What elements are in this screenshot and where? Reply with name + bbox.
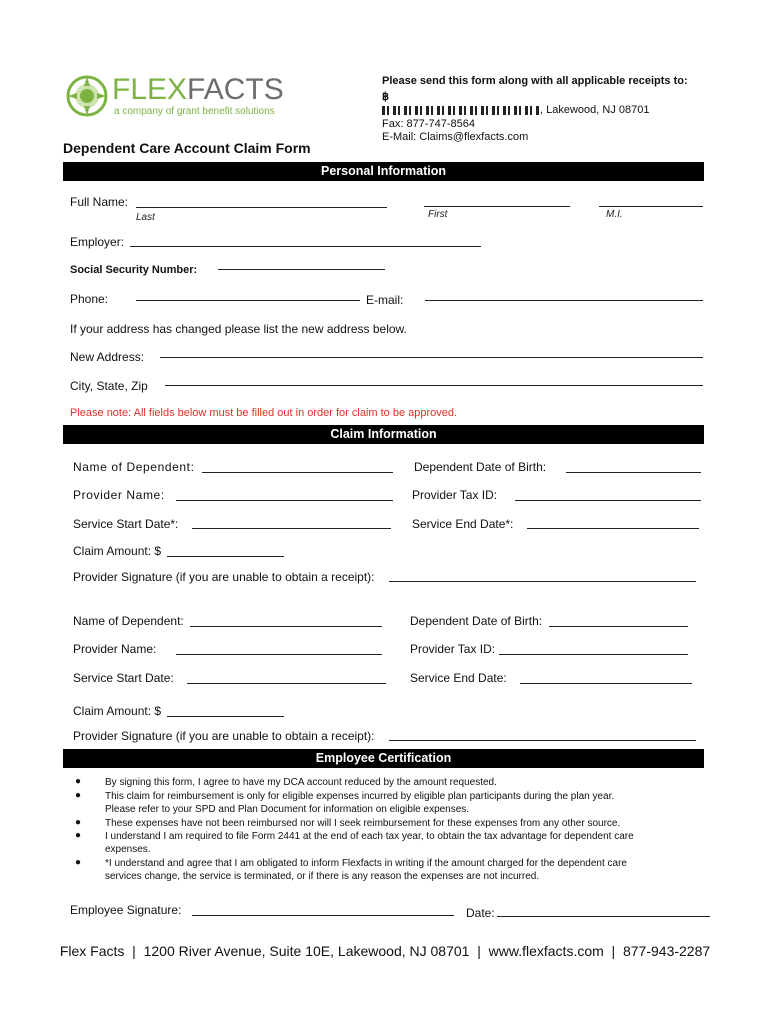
- garbled-address-glyphs: [382, 106, 540, 115]
- address-city: , Lakewood, NJ 08701: [540, 104, 650, 116]
- first-sublabel: First: [428, 209, 448, 220]
- send-instruction: Please send this form along with all applicable receipts to:: [382, 75, 688, 87]
- provider-tax-id-label-2: Provider Tax ID:: [410, 642, 496, 656]
- provider-signature-label-2: Provider Signature (if you are unable to obtain a receipt):: [73, 729, 375, 743]
- logo-facts-text: FACTS: [187, 73, 284, 106]
- dependent-name-label-2: Name of Dependent:: [73, 614, 184, 628]
- claim-amount-field-2[interactable]: [167, 716, 284, 717]
- date-label: Date:: [466, 906, 495, 920]
- certification-item: expenses.: [105, 844, 151, 855]
- certification-item: Please refer to your SPD and Plan Document for information on eligible expenses.: [105, 804, 470, 815]
- mi-sublabel: M.I.: [606, 209, 623, 220]
- provider-name-label-1: Provider Name:: [73, 488, 165, 502]
- email-field[interactable]: [425, 300, 703, 301]
- footer-text: Flex Facts | 1200 River Avenue, Suite 10E, Lakewood, NJ 08701 | www.flexfacts.com | 877-943-2287: [59, 943, 711, 959]
- logo-flex-text: FLEX: [112, 73, 188, 106]
- middle-initial-field[interactable]: [599, 206, 703, 207]
- claim-amount-label-2: Claim Amount: $: [73, 704, 162, 718]
- address-glyph: ฿: [382, 91, 389, 103]
- claim-amount-label-1: Claim Amount: $: [73, 544, 162, 558]
- phone-label: Phone:: [70, 292, 109, 306]
- certification-item: This claim for reimbursement is only for eligible expenses incurred by eligible plan participants during the plan year.: [105, 791, 615, 802]
- service-end-field-1[interactable]: [527, 528, 699, 529]
- provider-tax-id-field-2[interactable]: [499, 654, 688, 655]
- provider-name-label-2: Provider Name:: [73, 642, 157, 656]
- employer-field[interactable]: [130, 246, 481, 247]
- dependent-name-field-1[interactable]: [202, 472, 393, 473]
- service-start-label-1: Service Start Date*:: [73, 517, 179, 531]
- certification-item: These expenses have not been reimbursed nor will I seek reimbursement for these expenses from any other source.: [105, 818, 621, 829]
- dependent-dob-field-1[interactable]: [566, 472, 701, 473]
- dependent-dob-field-2[interactable]: [549, 626, 688, 627]
- service-start-field-2[interactable]: [187, 683, 386, 684]
- provider-signature-field-1[interactable]: [389, 581, 696, 582]
- ssn-label: Social Security Number:: [70, 264, 198, 276]
- new-address-field[interactable]: [160, 357, 703, 358]
- phone-field[interactable]: [136, 300, 360, 301]
- email-address: E-Mail: Claims@flexfacts.com: [382, 131, 529, 143]
- provider-signature-label-1: Provider Signature (if you are unable to obtain a receipt):: [73, 570, 375, 584]
- required-note: Please note: All fields below must be filled out in order for claim to be approved.: [70, 407, 458, 419]
- bullet-icon: ●: [75, 790, 82, 801]
- city-state-zip-field[interactable]: [165, 385, 703, 386]
- dependent-name-field-2[interactable]: [190, 626, 382, 627]
- service-end-field-2[interactable]: [520, 683, 692, 684]
- address-line: [382, 104, 649, 116]
- date-field[interactable]: [497, 916, 710, 917]
- employee-signature-label: Employee Signature:: [70, 903, 182, 917]
- service-end-label-2: Service End Date:: [410, 671, 507, 685]
- employee-signature-field[interactable]: [192, 915, 454, 916]
- provider-signature-field-2[interactable]: [389, 740, 696, 741]
- provider-tax-id-label-1: Provider Tax ID:: [412, 488, 498, 502]
- fax-number: Fax: 877-747-8564: [382, 118, 475, 130]
- logo-tagline: a company of grant benefit solutions: [114, 106, 275, 117]
- last-name-field[interactable]: [136, 207, 387, 208]
- certification-item: services change, the service is terminated, or if there is any reason the expenses are not incurred.: [105, 871, 540, 882]
- service-start-field-1[interactable]: [192, 528, 391, 529]
- new-address-label: New Address:: [70, 350, 145, 364]
- certification-item: By signing this form, I agree to have my DCA account reduced by the amount requested.: [105, 777, 497, 788]
- personal-information-header: Personal Information: [63, 162, 704, 181]
- form-title: Dependent Care Account Claim Form: [63, 140, 311, 156]
- provider-tax-id-field-1[interactable]: [515, 500, 701, 501]
- logo: [66, 72, 284, 122]
- bullet-icon: ●: [75, 857, 82, 868]
- certification-item: *I understand and agree that I am obligated to inform Flexfacts in writing if the amount charged for the dependent care: [105, 858, 627, 869]
- dependent-name-label-1: Name of Dependent:: [73, 460, 195, 474]
- service-end-label-1: Service End Date*:: [412, 517, 514, 531]
- ssn-field[interactable]: [218, 269, 385, 270]
- email-label: E-mail:: [366, 293, 404, 307]
- last-sublabel: Last: [136, 212, 155, 223]
- provider-name-field-2[interactable]: [176, 654, 382, 655]
- claim-amount-field-1[interactable]: [167, 556, 284, 557]
- logo-emblem-icon: [66, 74, 108, 118]
- employer-label: Employer:: [70, 235, 125, 249]
- address-changed-note: If your address has changed please list the new address below.: [70, 322, 407, 336]
- employee-certification-header: Employee Certification: [63, 749, 704, 768]
- certification-item: I understand I am required to file Form 2441 at the end of each tax year, to obtain the tax advantage for dependent care: [105, 831, 634, 842]
- first-name-field[interactable]: [424, 206, 570, 207]
- city-state-zip-label: City, State, Zip: [70, 379, 148, 393]
- service-start-label-2: Service Start Date:: [73, 671, 174, 685]
- bullet-icon: ●: [75, 817, 82, 828]
- full-name-label: Full Name:: [70, 195, 129, 209]
- bullet-icon: ●: [75, 830, 82, 841]
- bullet-icon: ●: [75, 776, 82, 787]
- claim-information-header: Claim Information: [63, 425, 704, 444]
- provider-name-field-1[interactable]: [176, 500, 393, 501]
- dependent-dob-label-2: Dependent Date of Birth:: [410, 614, 543, 628]
- dependent-dob-label-1: Dependent Date of Birth:: [414, 460, 547, 474]
